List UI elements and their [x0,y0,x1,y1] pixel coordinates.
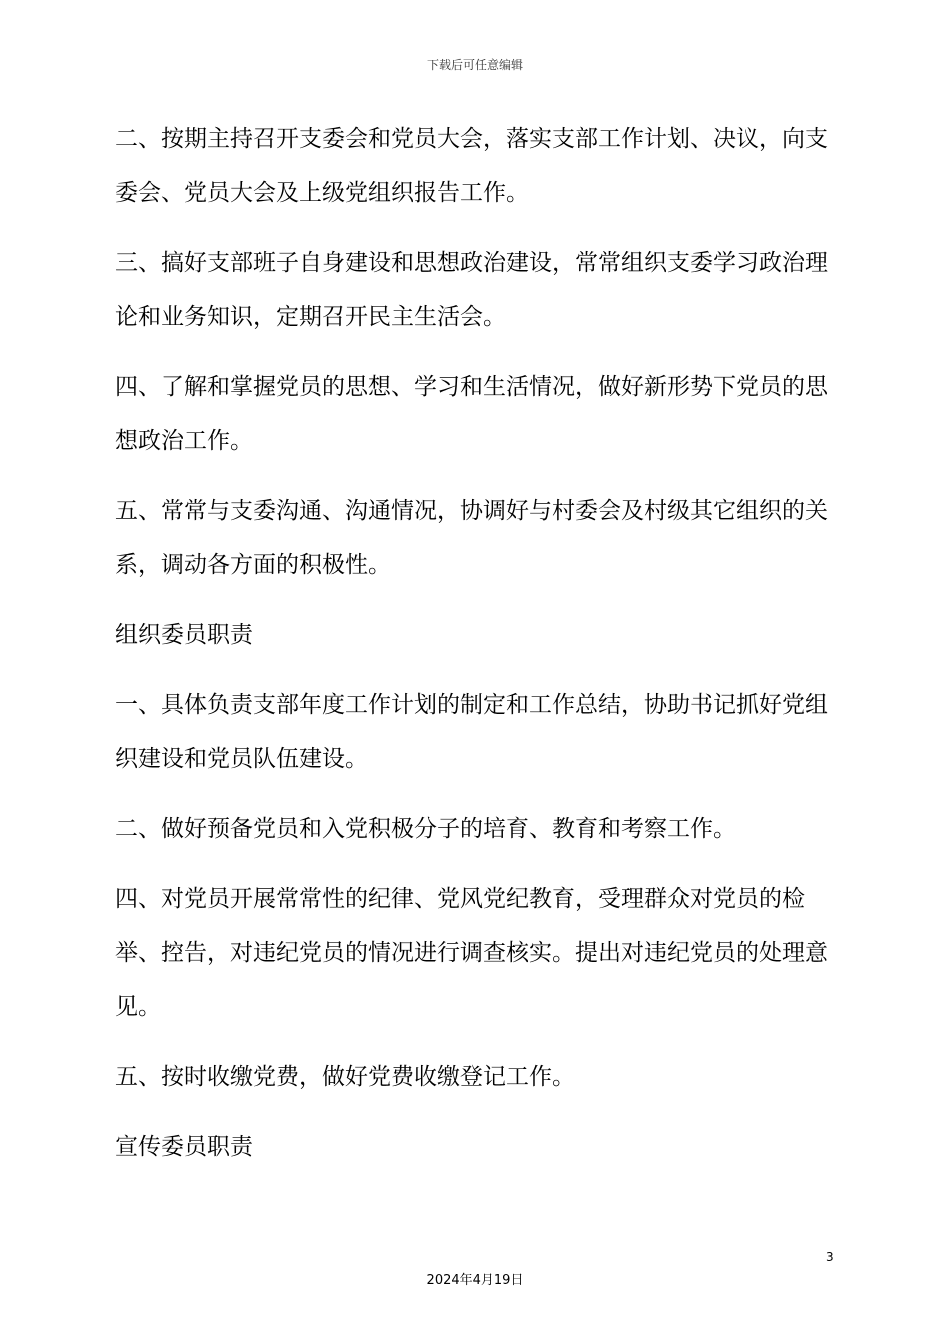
paragraph: 一、具体负责支部年度工作计划的制定和工作总结，协助书记抓好党组织建设和党员队伍建设。 [115,692,828,772]
section-heading: 宣传委员职责 [115,1134,253,1160]
paragraph: 二、做好预备党员和入党积极分子的培育、教育和考察工作。 [115,816,736,842]
document-body [115,112,839,1190]
paragraph: 五、常常与支委沟通、沟通情况，协调好与村委会及村级其它组织的关系，调动各方面的积极性。 [115,498,828,578]
paragraph: 四、对党员开展常常性的纪律、党风党纪教育，受理群众对党员的检举、控告，对违纪党员的情况进行调查核实。提出对违纪党员的处理意见。 [115,886,828,1020]
page-header: 下载后可任意编辑 [426,58,523,72]
paragraph: 五、按时收缴党费，做好党费收缴登记工作。 [115,1064,575,1090]
section-heading: 组织委员职责 [115,622,253,648]
paragraph: 三、搞好支部班子自身建设和思想政治建设，常常组织支委学习政治理论和业务知识，定期召开民主生活会。 [115,250,828,330]
paragraph: 四、了解和掌握党员的思想、学习和生活情况，做好新形势下党员的思想政治工作。 [115,374,828,454]
footer-date: 2024年4月19日 [426,1273,524,1288]
page-number: 3 [826,1250,834,1264]
paragraph: 二、按期主持召开支委会和党员大会，落实支部工作计划、决议，向支委会、党员大会及上级党组织报告工作。 [115,126,828,206]
